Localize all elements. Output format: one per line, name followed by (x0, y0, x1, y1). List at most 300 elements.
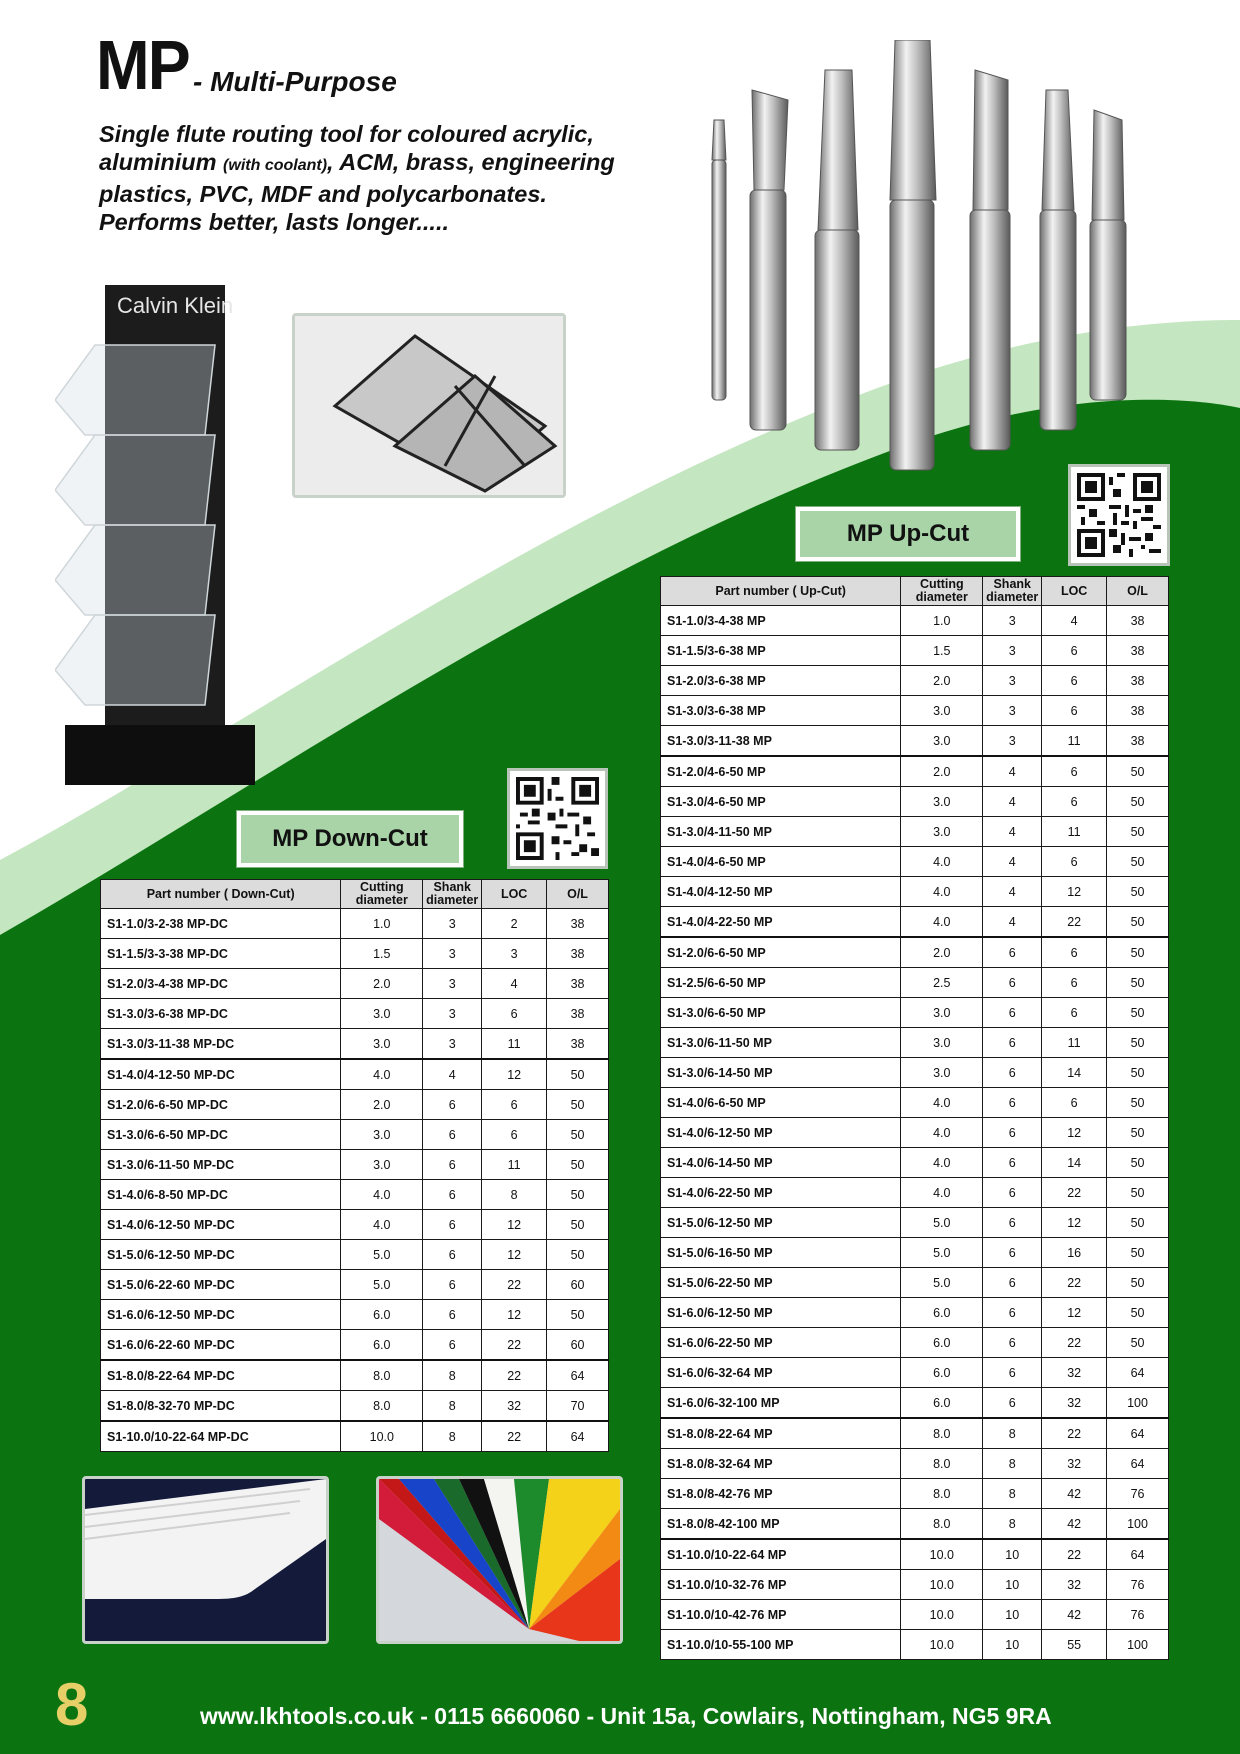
cell-loc: 6 (1042, 756, 1107, 787)
cell-part-number: S1-4.0/6-14-50 MP (661, 1148, 901, 1178)
table-row (661, 1600, 1169, 1630)
table-row (661, 1208, 1169, 1238)
upcut-header-shank-diameter: Shank diameter (983, 577, 1042, 606)
cell-part-number: S1-1.0/3-4-38 MP (661, 606, 901, 636)
table-row (661, 787, 1169, 817)
cell-shank-diameter: 6 (983, 998, 1042, 1028)
cell-part-number: S1-5.0/6-22-50 MP (661, 1268, 901, 1298)
cell-loc: 11 (1042, 726, 1107, 757)
cell-ol: 38 (547, 939, 609, 969)
downcut-header-ol: O/L (547, 880, 609, 909)
cell-ol: 50 (547, 1240, 609, 1270)
table-row (661, 968, 1169, 998)
cell-loc: 42 (1042, 1600, 1107, 1630)
cell-ol: 50 (1107, 787, 1169, 817)
cell-cutting-diameter: 6.0 (901, 1298, 983, 1328)
cell-part-number: S1-4.0/4-12-50 MP (661, 877, 901, 907)
table-row (661, 1058, 1169, 1088)
cell-loc: 4 (482, 969, 547, 999)
cell-shank-diameter: 6 (983, 1088, 1042, 1118)
cell-shank-diameter: 8 (983, 1509, 1042, 1540)
cell-cutting-diameter: 3.0 (901, 1028, 983, 1058)
upcut-header-ol: O/L (1107, 577, 1169, 606)
cell-loc: 6 (1042, 666, 1107, 696)
cell-shank-diameter: 4 (983, 756, 1042, 787)
qr-code-graphic (516, 777, 599, 860)
cell-loc: 6 (1042, 636, 1107, 666)
cell-part-number: S1-3.0/3-6-38 MP-DC (101, 999, 341, 1029)
cell-loc: 12 (1042, 1298, 1107, 1328)
downcut-header-part-number: Part number ( Down-Cut) (101, 880, 341, 909)
cell-shank-diameter: 6 (423, 1240, 482, 1270)
cell-ol: 50 (1107, 937, 1169, 968)
cell-part-number: S1-2.0/3-6-38 MP (661, 666, 901, 696)
table-row (101, 1180, 609, 1210)
table-row (101, 909, 609, 939)
cell-loc: 22 (1042, 1328, 1107, 1358)
cell-cutting-diameter: 6.0 (901, 1388, 983, 1419)
table-row (661, 1479, 1169, 1509)
cell-loc: 11 (482, 1150, 547, 1180)
calvin-klein-logo: Calvin Klein (117, 293, 234, 318)
cell-cutting-diameter: 4.0 (341, 1210, 423, 1240)
cell-shank-diameter: 6 (983, 1148, 1042, 1178)
cell-ol: 50 (1107, 877, 1169, 907)
upcut-label: MP Up-Cut (796, 507, 1020, 561)
bent-sheet-graphic (295, 316, 563, 495)
table-row (661, 1570, 1169, 1600)
table-row (661, 907, 1169, 938)
cell-part-number: S1-6.0/6-12-50 MP-DC (101, 1300, 341, 1330)
cell-part-number: S1-3.0/4-6-50 MP (661, 787, 901, 817)
table-row (101, 1210, 609, 1240)
cell-part-number: S1-6.0/6-12-50 MP (661, 1298, 901, 1328)
cell-part-number: S1-4.0/4-6-50 MP (661, 847, 901, 877)
table-row (101, 969, 609, 999)
table-row (101, 1360, 609, 1391)
cell-part-number: S1-8.0/8-32-64 MP (661, 1449, 901, 1479)
downcut-header-shank-diameter: Shank diameter (423, 880, 482, 909)
cell-part-number: S1-5.0/6-12-50 MP-DC (101, 1240, 341, 1270)
cell-part-number: S1-4.0/6-12-50 MP (661, 1118, 901, 1148)
cell-shank-diameter: 6 (423, 1150, 482, 1180)
cell-shank-diameter: 6 (423, 1270, 482, 1300)
cell-loc: 12 (482, 1240, 547, 1270)
cell-cutting-diameter: 3.0 (341, 1029, 423, 1060)
cell-cutting-diameter: 4.0 (901, 1088, 983, 1118)
cell-shank-diameter: 10 (983, 1539, 1042, 1570)
cell-shank-diameter: 6 (983, 1178, 1042, 1208)
cell-ol: 50 (1107, 1178, 1169, 1208)
cell-cutting-diameter: 4.0 (341, 1180, 423, 1210)
downcut-header-row (101, 880, 609, 909)
cell-loc: 8 (482, 1180, 547, 1210)
display-stand-image (55, 285, 265, 800)
cell-loc: 22 (1042, 907, 1107, 938)
cell-part-number: S1-1.0/3-2-38 MP-DC (101, 909, 341, 939)
cell-loc: 2 (482, 909, 547, 939)
cell-shank-diameter: 6 (983, 1118, 1042, 1148)
cell-loc: 32 (1042, 1449, 1107, 1479)
cell-cutting-diameter: 10.0 (341, 1421, 423, 1452)
cell-loc: 22 (1042, 1539, 1107, 1570)
cell-cutting-diameter: 2.0 (341, 1090, 423, 1120)
cell-ol: 50 (547, 1090, 609, 1120)
cell-cutting-diameter: 3.0 (901, 726, 983, 757)
cell-ol: 64 (1107, 1418, 1169, 1449)
cell-part-number: S1-4.0/4-22-50 MP (661, 907, 901, 938)
table-row (101, 1059, 609, 1090)
cell-shank-diameter: 6 (983, 968, 1042, 998)
cell-cutting-diameter: 3.0 (901, 787, 983, 817)
cell-cutting-diameter: 5.0 (901, 1208, 983, 1238)
cell-shank-diameter: 4 (983, 847, 1042, 877)
coloured-acrylic-graphic (379, 1479, 620, 1641)
cell-loc: 6 (1042, 696, 1107, 726)
cell-ol: 100 (1107, 1388, 1169, 1419)
cell-ol: 50 (1107, 1298, 1169, 1328)
cell-shank-diameter: 6 (983, 1058, 1042, 1088)
cell-part-number: S1-10.0/10-55-100 MP (661, 1630, 901, 1660)
cell-shank-diameter: 8 (423, 1421, 482, 1452)
cell-ol: 64 (547, 1360, 609, 1391)
cell-loc: 22 (482, 1421, 547, 1452)
cell-shank-diameter: 3 (423, 909, 482, 939)
cell-cutting-diameter: 2.0 (341, 969, 423, 999)
cell-cutting-diameter: 6.0 (901, 1328, 983, 1358)
cell-ol: 100 (1107, 1509, 1169, 1540)
cell-loc: 6 (1042, 847, 1107, 877)
table-row (661, 636, 1169, 666)
cell-cutting-diameter: 4.0 (901, 1148, 983, 1178)
cell-ol: 50 (1107, 1328, 1169, 1358)
table-row (661, 1298, 1169, 1328)
cell-cutting-diameter: 4.0 (341, 1059, 423, 1090)
cell-loc: 12 (1042, 877, 1107, 907)
cell-cutting-diameter: 2.0 (901, 937, 983, 968)
table-row (101, 1120, 609, 1150)
cell-shank-diameter: 3 (983, 726, 1042, 757)
table-row (661, 998, 1169, 1028)
table-row (661, 1238, 1169, 1268)
table-row (101, 1150, 609, 1180)
cell-part-number: S1-4.0/4-12-50 MP-DC (101, 1059, 341, 1090)
cell-ol: 50 (1107, 1088, 1169, 1118)
cell-shank-diameter: 6 (983, 1298, 1042, 1328)
cell-part-number: S1-4.0/6-22-50 MP (661, 1178, 901, 1208)
cell-ol: 60 (547, 1270, 609, 1300)
table-row (661, 877, 1169, 907)
cell-shank-diameter: 6 (423, 1090, 482, 1120)
cell-shank-diameter: 6 (423, 1300, 482, 1330)
cell-ol: 76 (1107, 1600, 1169, 1630)
table-row (101, 1421, 609, 1452)
cell-ol: 38 (1107, 696, 1169, 726)
cell-ol: 50 (547, 1150, 609, 1180)
cell-cutting-diameter: 6.0 (901, 1358, 983, 1388)
cell-ol: 38 (547, 909, 609, 939)
cell-ol: 76 (1107, 1570, 1169, 1600)
cell-part-number: S1-2.0/6-6-50 MP-DC (101, 1090, 341, 1120)
cell-shank-diameter: 6 (983, 937, 1042, 968)
cell-loc: 6 (1042, 998, 1107, 1028)
table-row (661, 1449, 1169, 1479)
cell-loc: 12 (1042, 1208, 1107, 1238)
cell-part-number: S1-10.0/10-42-76 MP (661, 1600, 901, 1630)
cell-loc: 22 (1042, 1418, 1107, 1449)
cell-part-number: S1-3.0/3-6-38 MP (661, 696, 901, 726)
cell-part-number: S1-3.0/3-11-38 MP-DC (101, 1029, 341, 1060)
cell-shank-diameter: 10 (983, 1600, 1042, 1630)
cell-ol: 50 (547, 1210, 609, 1240)
table-row (661, 1088, 1169, 1118)
cell-cutting-diameter: 1.5 (341, 939, 423, 969)
cell-cutting-diameter: 3.0 (901, 1058, 983, 1088)
cell-shank-diameter: 6 (983, 1208, 1042, 1238)
cell-ol: 38 (1107, 636, 1169, 666)
downcut-header-cutting-diameter: Cutting diameter (341, 880, 423, 909)
table-row (661, 847, 1169, 877)
table-row (661, 1148, 1169, 1178)
table-row (101, 999, 609, 1029)
cell-loc: 6 (482, 999, 547, 1029)
cell-loc: 12 (1042, 1118, 1107, 1148)
table-row (661, 1388, 1169, 1419)
cell-part-number: S1-6.0/6-32-64 MP (661, 1358, 901, 1388)
cell-cutting-diameter: 4.0 (901, 847, 983, 877)
table-row (661, 1028, 1169, 1058)
table-row (661, 817, 1169, 847)
cell-cutting-diameter: 3.0 (341, 999, 423, 1029)
routed-panel-photo (82, 1476, 329, 1644)
cell-part-number: S1-3.0/6-6-50 MP-DC (101, 1120, 341, 1150)
upcut-table-body (661, 606, 1169, 1660)
cell-loc: 6 (482, 1120, 547, 1150)
cell-loc: 11 (1042, 1028, 1107, 1058)
cell-part-number: S1-2.0/4-6-50 MP (661, 756, 901, 787)
cell-ol: 50 (547, 1300, 609, 1330)
downcut-qr-code[interactable] (507, 768, 608, 869)
cell-part-number: S1-3.0/4-11-50 MP (661, 817, 901, 847)
cell-loc: 32 (482, 1391, 547, 1422)
cell-shank-diameter: 3 (983, 666, 1042, 696)
cell-part-number: S1-6.0/6-22-50 MP (661, 1328, 901, 1358)
cell-loc: 14 (1042, 1148, 1107, 1178)
cell-part-number: S1-3.0/3-11-38 MP (661, 726, 901, 757)
cell-part-number: S1-3.0/6-6-50 MP (661, 998, 901, 1028)
coloured-acrylic-photo (376, 1476, 623, 1644)
cell-ol: 50 (1107, 1148, 1169, 1178)
cell-shank-diameter: 3 (983, 606, 1042, 636)
cell-loc: 12 (482, 1210, 547, 1240)
cell-shank-diameter: 6 (983, 1268, 1042, 1298)
table-row (661, 1118, 1169, 1148)
cell-loc: 16 (1042, 1238, 1107, 1268)
cell-loc: 6 (482, 1090, 547, 1120)
cell-part-number: S1-8.0/8-42-76 MP (661, 1479, 901, 1509)
routed-panel-graphic (85, 1479, 326, 1641)
cell-part-number: S1-1.5/3-3-38 MP-DC (101, 939, 341, 969)
cell-shank-diameter: 10 (983, 1630, 1042, 1660)
cell-loc: 55 (1042, 1630, 1107, 1660)
cell-cutting-diameter: 8.0 (901, 1418, 983, 1449)
cell-cutting-diameter: 3.0 (901, 696, 983, 726)
cell-ol: 100 (1107, 1630, 1169, 1660)
cell-shank-diameter: 4 (983, 787, 1042, 817)
cell-part-number: S1-8.0/8-32-70 MP-DC (101, 1391, 341, 1422)
cell-ol: 50 (1107, 1268, 1169, 1298)
cell-ol: 38 (547, 969, 609, 999)
cell-cutting-diameter: 4.0 (901, 1178, 983, 1208)
cell-ol: 50 (547, 1180, 609, 1210)
table-row (661, 1268, 1169, 1298)
cell-part-number: S1-3.0/6-14-50 MP (661, 1058, 901, 1088)
table-row (101, 1090, 609, 1120)
footer-contact: www.lkhtools.co.uk - 0115 6660060 - Unit 15a, Cowlairs, Nottingham, NG5 9RA (200, 1703, 1052, 1729)
cell-shank-diameter: 3 (983, 636, 1042, 666)
cell-cutting-diameter: 2.0 (901, 756, 983, 787)
upcut-header-row (661, 577, 1169, 606)
cell-part-number: S1-10.0/10-32-76 MP (661, 1570, 901, 1600)
router-bits-image (690, 40, 1150, 480)
cell-loc: 22 (482, 1330, 547, 1361)
downcut-header-loc: LOC (482, 880, 547, 909)
cell-cutting-diameter: 4.0 (901, 877, 983, 907)
cell-ol: 50 (1107, 998, 1169, 1028)
cell-part-number: S1-5.0/6-12-50 MP (661, 1208, 901, 1238)
cell-cutting-diameter: 6.0 (341, 1300, 423, 1330)
cell-cutting-diameter: 10.0 (901, 1600, 983, 1630)
cell-loc: 6 (1042, 937, 1107, 968)
cell-part-number: S1-4.0/6-12-50 MP-DC (101, 1210, 341, 1240)
cell-part-number: S1-8.0/8-42-100 MP (661, 1509, 901, 1540)
cell-loc: 11 (482, 1029, 547, 1060)
table-row (101, 1270, 609, 1300)
bent-sheet-photo (292, 313, 566, 498)
cell-cutting-diameter: 6.0 (341, 1330, 423, 1361)
table-row (661, 1418, 1169, 1449)
cell-part-number: S1-6.0/6-22-60 MP-DC (101, 1330, 341, 1361)
cell-ol: 50 (1107, 817, 1169, 847)
cell-cutting-diameter: 5.0 (341, 1240, 423, 1270)
cell-part-number: S1-2.5/6-6-50 MP (661, 968, 901, 998)
cell-shank-diameter: 4 (983, 877, 1042, 907)
cell-shank-diameter: 3 (423, 939, 482, 969)
cell-shank-diameter: 4 (983, 907, 1042, 938)
cell-cutting-diameter: 1.0 (341, 909, 423, 939)
cell-cutting-diameter: 10.0 (901, 1539, 983, 1570)
cell-ol: 50 (1107, 907, 1169, 938)
cell-ol: 60 (547, 1330, 609, 1361)
cell-loc: 6 (1042, 1088, 1107, 1118)
cell-ol: 50 (1107, 1208, 1169, 1238)
cell-cutting-diameter: 10.0 (901, 1630, 983, 1660)
cell-ol: 50 (1107, 968, 1169, 998)
cell-ol: 50 (1107, 1238, 1169, 1268)
cell-part-number: S1-1.5/3-6-38 MP (661, 636, 901, 666)
cell-loc: 11 (1042, 817, 1107, 847)
cell-loc: 22 (482, 1360, 547, 1391)
page-title: MP (96, 26, 189, 104)
cell-part-number: S1-10.0/10-22-64 MP-DC (101, 1421, 341, 1452)
cell-shank-diameter: 3 (423, 969, 482, 999)
table-row (101, 1330, 609, 1361)
table-row (661, 696, 1169, 726)
cell-loc: 12 (482, 1300, 547, 1330)
cell-cutting-diameter: 8.0 (901, 1509, 983, 1540)
cell-shank-diameter: 8 (423, 1360, 482, 1391)
intro-text (99, 120, 639, 236)
cell-part-number: S1-3.0/6-11-50 MP (661, 1028, 901, 1058)
cell-ol: 38 (547, 999, 609, 1029)
cell-cutting-diameter: 8.0 (341, 1391, 423, 1422)
table-row (661, 937, 1169, 968)
cell-shank-diameter: 8 (423, 1391, 482, 1422)
table-row (101, 939, 609, 969)
cell-ol: 38 (547, 1029, 609, 1060)
cell-ol: 64 (1107, 1358, 1169, 1388)
cell-shank-diameter: 6 (423, 1330, 482, 1361)
cell-shank-diameter: 6 (983, 1328, 1042, 1358)
intro-small: (with coolant) (223, 157, 328, 174)
cell-cutting-diameter: 8.0 (341, 1360, 423, 1391)
table-row (661, 1358, 1169, 1388)
upcut-header-part-number: Part number ( Up-Cut) (661, 577, 901, 606)
cell-shank-diameter: 8 (983, 1449, 1042, 1479)
table-row (661, 756, 1169, 787)
cell-cutting-diameter: 8.0 (901, 1479, 983, 1509)
cell-shank-diameter: 3 (423, 1029, 482, 1060)
upcut-header-cutting-diameter: Cutting diameter (901, 577, 983, 606)
table-row (661, 726, 1169, 757)
cell-part-number: S1-4.0/6-8-50 MP-DC (101, 1180, 341, 1210)
cell-shank-diameter: 3 (983, 696, 1042, 726)
cell-part-number: S1-10.0/10-22-64 MP (661, 1539, 901, 1570)
table-row (661, 1509, 1169, 1540)
cell-ol: 50 (1107, 1118, 1169, 1148)
cell-part-number: S1-2.0/3-4-38 MP-DC (101, 969, 341, 999)
cell-shank-diameter: 6 (983, 1388, 1042, 1419)
cell-shank-diameter: 4 (983, 817, 1042, 847)
cell-shank-diameter: 6 (983, 1028, 1042, 1058)
cell-shank-diameter: 6 (423, 1180, 482, 1210)
cell-cutting-diameter: 3.0 (901, 998, 983, 1028)
cell-cutting-diameter: 1.5 (901, 636, 983, 666)
cell-ol: 50 (547, 1059, 609, 1090)
cell-ol: 50 (1107, 756, 1169, 787)
intro-part-1: Single flute routing tool for coloured acrylic, aluminium (99, 121, 594, 175)
cell-cutting-diameter: 1.0 (901, 606, 983, 636)
cell-ol: 64 (1107, 1539, 1169, 1570)
cell-part-number: S1-4.0/6-6-50 MP (661, 1088, 901, 1118)
table-row (101, 1240, 609, 1270)
cell-shank-diameter: 6 (983, 1238, 1042, 1268)
cell-cutting-diameter: 4.0 (901, 1118, 983, 1148)
upcut-qr-code[interactable] (1068, 464, 1170, 566)
cell-loc: 42 (1042, 1479, 1107, 1509)
downcut-table-body (101, 909, 609, 1452)
cell-ol: 50 (547, 1120, 609, 1150)
table-row (101, 1029, 609, 1060)
table-row (661, 1630, 1169, 1660)
table-row (661, 1328, 1169, 1358)
upcut-table (660, 576, 1169, 1660)
cell-loc: 4 (1042, 606, 1107, 636)
cell-part-number: S1-8.0/8-22-64 MP-DC (101, 1360, 341, 1391)
cell-cutting-diameter: 4.0 (901, 907, 983, 938)
cell-loc: 14 (1042, 1058, 1107, 1088)
cell-cutting-diameter: 2.5 (901, 968, 983, 998)
